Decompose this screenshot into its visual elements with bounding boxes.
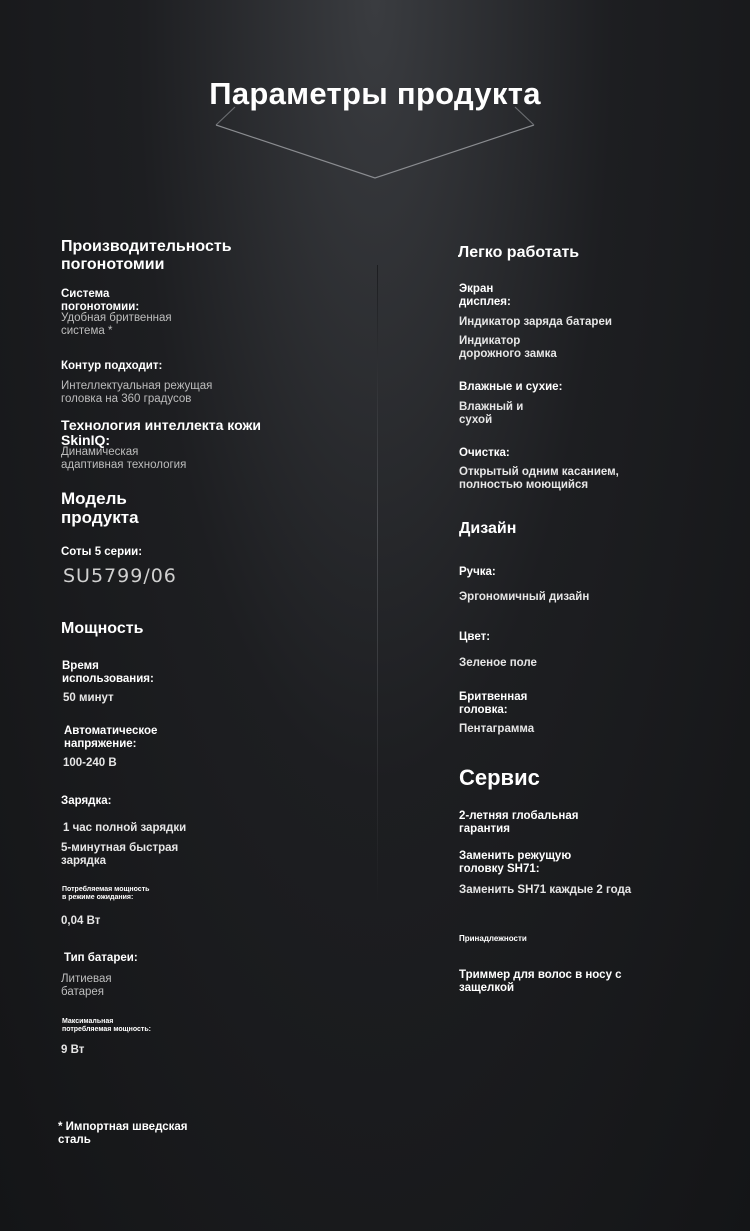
chevron-decoration bbox=[0, 92, 750, 192]
cleaning-label: Очистка: bbox=[459, 447, 510, 459]
model-title: Модель продукта bbox=[61, 489, 139, 528]
wetdry-value: Влажный и сухой bbox=[459, 401, 524, 426]
display-label: Экран дисплея: bbox=[459, 283, 511, 308]
runtime-value: 50 минут bbox=[63, 692, 114, 704]
head-value: Пентаграмма bbox=[459, 723, 535, 735]
cleaning-value: Открытый одним касанием, полностью моющийся bbox=[459, 466, 619, 491]
accessories-value: Триммер для волос в носу с защелкой bbox=[459, 969, 622, 994]
battery-value: Литиевая батарея bbox=[61, 973, 112, 998]
power-title: Мощность bbox=[61, 620, 144, 637]
model-number: SU5799/06 bbox=[63, 565, 177, 587]
contour-label: Контур подходит: bbox=[61, 360, 163, 372]
system-value: Удобная бритвенная система * bbox=[61, 312, 172, 337]
replace-label: Заменить режущую головку SH71: bbox=[459, 850, 572, 875]
handle-label: Ручка: bbox=[459, 566, 496, 578]
replace-value: Заменить SH71 каждые 2 года bbox=[459, 884, 632, 896]
max-power-label: Максимальная потребляемая мощность: bbox=[62, 1018, 151, 1033]
charging-value-1: 1 час полной зарядки bbox=[63, 822, 187, 834]
voltage-label: Автоматическое напряжение: bbox=[64, 725, 158, 750]
system-label: Система погонотомии: bbox=[61, 288, 140, 313]
battery-label: Тип батареи: bbox=[64, 952, 138, 964]
max-power-value: 9 Вт bbox=[61, 1044, 85, 1056]
contour-value: Интеллектуальная режущая головка на 360 градусов bbox=[61, 380, 213, 405]
standby-value: 0,04 Вт bbox=[61, 915, 101, 927]
display-value-1: Индикатор заряда батареи bbox=[459, 316, 612, 328]
series-label: Соты 5 серии: bbox=[61, 546, 143, 558]
handle-value: Эргономичный дизайн bbox=[459, 591, 590, 603]
accessories-label: Принадлежности bbox=[459, 934, 527, 943]
standby-label: Потребляемая мощность в режиме ожидания: bbox=[62, 886, 150, 901]
easy-title: Легко работать bbox=[458, 244, 580, 261]
skiniq-label: Технология интеллекта кожи SkinIQ: bbox=[61, 417, 262, 448]
wetdry-label: Влажные и сухие: bbox=[459, 381, 563, 393]
runtime-label: Время использования: bbox=[62, 660, 154, 685]
skiniq-value: Динамическая адаптивная технология bbox=[61, 446, 187, 471]
column-divider bbox=[377, 265, 378, 905]
performance-title: Производительность погонотомии bbox=[61, 238, 232, 274]
page-title: Параметры продукта bbox=[209, 76, 541, 111]
footnote: * Импортная шведская сталь bbox=[58, 1121, 188, 1146]
color-label: Цвет: bbox=[459, 631, 491, 643]
service-title: Сервис bbox=[459, 765, 540, 790]
design-title: Дизайн bbox=[459, 520, 517, 537]
display-value-2: Индикатор дорожного замка bbox=[459, 335, 557, 360]
warranty-label: 2-летняя глобальная гарантия bbox=[459, 810, 579, 835]
voltage-value: 100-240 В bbox=[63, 757, 117, 769]
charging-label: Зарядка: bbox=[61, 795, 112, 807]
charging-value-2: 5-минутная быстрая зарядка bbox=[61, 842, 179, 867]
color-value: Зеленое поле bbox=[459, 657, 537, 669]
head-label: Бритвенная головка: bbox=[459, 691, 528, 716]
